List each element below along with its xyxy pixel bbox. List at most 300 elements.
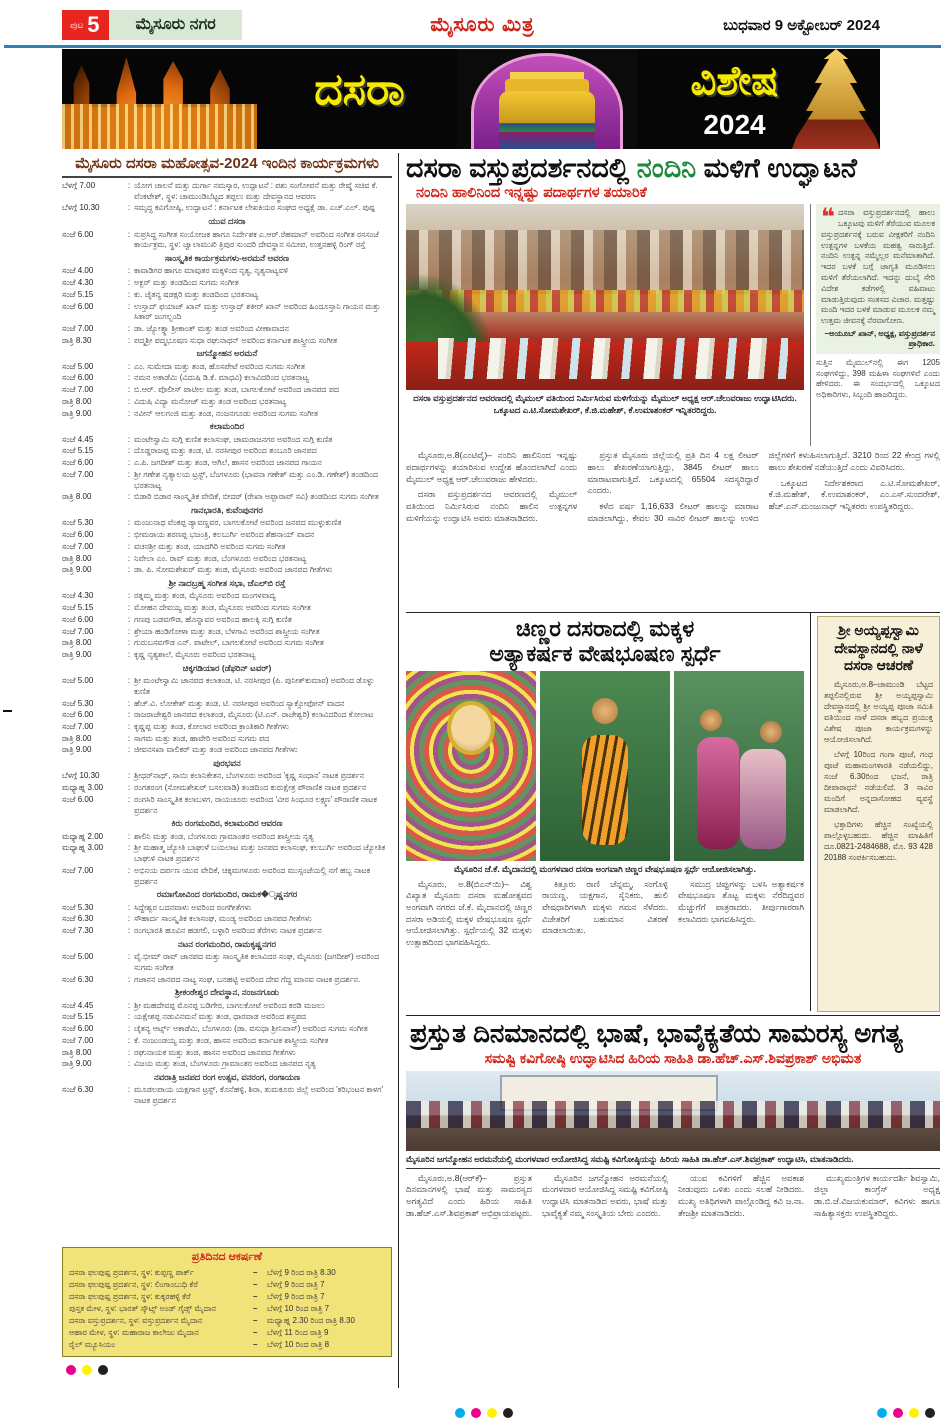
event-time: ಸಂಜೆ 6.00 xyxy=(62,794,94,804)
event-description: ಬಿ.ಆರ್. ಪೊಲೀಸ್ ಪಾಟೀಲ ಮತ್ತು ತಂಡ, ಬಾಗಲಕೋಟೆ ಅವರಿಂದ ಜಾನಪದ ಪದ xyxy=(134,385,339,395)
time-separator: : xyxy=(127,831,131,841)
time-separator: : xyxy=(127,1000,131,1010)
daily-attraction-row xyxy=(69,1291,385,1303)
time-separator: : xyxy=(127,266,131,276)
time-separator: : xyxy=(127,914,131,924)
schedule-row xyxy=(62,783,392,794)
daily-attractions-title: ಪ್ರತಿದಿನದ ಆಕರ್ಷಣೆ xyxy=(191,1251,263,1263)
event-time: ಸಂಜೆ 4.45 xyxy=(62,1000,94,1010)
article2-photo-strip xyxy=(406,671,804,861)
time-separator: : xyxy=(127,1024,131,1034)
daily-attractions-box xyxy=(62,1247,392,1357)
event-time: ರಾತ್ರಿ 8.00 xyxy=(62,396,92,406)
event-description: ಶ್ರೀಕಂಠೇಶ್ವರ ದೇವಸ್ಥಾನ, ನಂಜನಗೂಡು xyxy=(174,987,280,998)
event-description: ಜಗನ್ಮೋಹನ ಅರಮನೆ xyxy=(196,348,258,359)
attraction-place: ದಸರಾ ಫಲಪುಷ್ಪ ಪ್ರದರ್ಶನ, ಸ್ಥಳ: ಕುಪ್ಪಣ್ಣ ಪಾರ್ಕ್ xyxy=(69,1268,194,1277)
time-separator: : xyxy=(127,902,131,912)
dash-separator: – xyxy=(253,1340,258,1349)
schedule-row xyxy=(62,603,392,614)
event-time: ರಾತ್ರಿ 8.00 xyxy=(62,492,92,502)
print-color-marks-right xyxy=(877,1408,935,1418)
attraction-place: ದಸರಾ ವಸ್ತುಪ್ರದರ್ಶನ, ಸ್ಥಳ: ವಸ್ತುಪ್ರದರ್ಶನ ಮೈದಾನ xyxy=(69,1316,203,1325)
event-time: ಸಂಜೆ 7.00 xyxy=(62,323,94,333)
time-separator: : xyxy=(127,203,131,213)
article2-body xyxy=(406,879,804,1007)
middle-band xyxy=(406,612,940,1011)
yellow-dot xyxy=(909,1408,919,1418)
schedule-row xyxy=(62,492,392,503)
event-time: ಮಧ್ಯಾಹ್ನ 2.00 xyxy=(62,831,104,841)
time-separator: : xyxy=(127,1085,131,1095)
event-time: ರಾತ್ರಿ 9.00 xyxy=(62,745,92,755)
event-time: ರಾತ್ರಿ 8.00 xyxy=(62,1047,92,1057)
cyan-dot xyxy=(455,1408,465,1418)
time-separator: : xyxy=(127,553,131,563)
dash-separator: – xyxy=(253,1304,258,1313)
photo-children-costumes xyxy=(674,671,804,861)
event-description: ಸಾಗಮ ಮತ್ತು ತಂಡ, ಹಾವೇರಿ ಅವರಿಂದ ಸುಗಮ ಪದ xyxy=(134,733,270,743)
event-description: ಎಂ. ಸುಮೇದಾ ಮತ್ತು ತಂಡ, ಹೊಸಪೇಟೆ ಅವರಿಂದ ಸುಗಮ ಸಂಗೀತ xyxy=(134,361,305,371)
event-description: ನಿವೇಲಾ ಎಂ. ರಾವ್ ಮತ್ತು ತಂಡ, ಬೆಂಗಳೂರು ಅವರಿಂದ ಭರತನಾಟ್ಯ xyxy=(134,553,307,563)
event-time: ಸಂಜೆ 5.30 xyxy=(62,518,94,528)
daily-attraction-row xyxy=(69,1327,385,1339)
event-description: ಭೀಮರಾಯ ಶರಣಪ್ಪ ಭಜಂತ್ರಿ, ಕಲಬುರ್ಗಿ ಅವರಿಂದ ಶೆಹನಾಯ್ ವಾದನ xyxy=(134,530,315,540)
body-paragraph: ದಸರಾ ವಸ್ತುಪ್ರದರ್ಶನದ ಆವರಣದಲ್ಲಿ ಮೈಮುಲ್ ವತಿಯಿಂದ ನಿರ್ಮಿಸಿರುವ ನಂದಿನಿ ಹಾಲಿನ ಉತ್ಪನ್ನಗಳ ಮಳಿಗೆಯನ್ನು ಉದ್ಘಾಟಿಸಿ ಅವರು ಮಾತನಾಡಿದರು. xyxy=(406,489,578,523)
event-description: ಉಸ್ತಾದ್ ಫಯಾಜ್ ಖಾನ್ ಮತ್ತು ಉಸ್ತಾದ್ ಶಕೀರ್ ಖಾನ್ ಅವರಿಂದ ಹಿಂದೂಸ್ತಾನಿ ಗಾಯನ ಮತ್ತು ಸಿತಾರ್ ಜುಗಲ್ಬಂದಿ xyxy=(134,301,381,322)
event-description: ಸಿದ್ದೇಶ್ವರ ಬದನವಾಳು ಅವರಿಂದ ರಂಗಗೀತೆಗಳು xyxy=(134,902,252,912)
time-separator: : xyxy=(127,408,131,418)
banner-title-vishesha: ವಿಶೇಷ xyxy=(690,59,779,103)
banner-year: 2024 xyxy=(703,109,766,140)
black-dot xyxy=(503,1408,513,1418)
magenta-dot xyxy=(893,1408,903,1418)
event-time: ಸಂಜೆ 5.00 xyxy=(62,952,94,962)
event-description: ಅಕ್ಬರ್ ಮತ್ತು ತಂಡದಿಂದ ಸುಗಮ ಸಂಗೀತ xyxy=(134,278,239,288)
time-separator: : xyxy=(127,926,131,936)
schedule-row xyxy=(62,758,392,769)
banner-title-dasara: ದಸರಾ xyxy=(314,65,405,114)
headline-line2: ಅತ್ಯಾಕರ್ಷಕ ವೇಷಭೂಷಣ ಸ್ಪರ್ಧೆ xyxy=(489,641,721,667)
schedule-row xyxy=(62,1072,392,1083)
event-description: ರಂಗತರಂಗ (ಸೋಮಶೇಖರ್ ಬಸಲವಾಡಿ) ತಂಡದಿಂದ ಕುರುಕ್ಷೇತ್ರ ಪೌರಾಣಿಕ ನಾಟಕ ಪ್ರದರ್ಶನ xyxy=(134,783,367,793)
time-separator: : xyxy=(127,721,131,731)
schedule-row xyxy=(62,638,392,649)
schedule-row xyxy=(62,795,392,816)
event-description: ಸುಪ್ರಸಿದ್ಧ ಸಂಗೀತ ಸಂಯೋಜಕ ಹಾಗೂ ನಿರ್ದೇಶಕ ಎ.ಆರ್.ರೆಹಮಾನ್ ಅವರಿಂದ ಸಂಗೀತ ರಸಸಂಜೆ ಕಾರ್ಯಕ್ರಮ, ಸ್ಥಳ: ಜ್ವಾಲಾಮುಖಿ ತ್ರಿಪುರ ಸುಂದರಿ ದೇವಸ್ಥಾನ ಸಮೀಪ, ಉತ್ತನಹಳ್ಳಿ ರಿಂಗ್ ರಸ್ತೆ xyxy=(134,229,379,250)
child-head xyxy=(700,709,722,731)
daily-attraction-row xyxy=(69,1267,385,1279)
time-separator: : xyxy=(127,373,131,383)
article1-headline xyxy=(406,153,940,183)
schedule-row xyxy=(62,336,392,347)
body-paragraph: ಮೈಸೂರಿನ ಜಗನ್ಮೋಹನ ಅರಮನೆಯಲ್ಲಿ ಮಂಗಳವಾರ ಆಯೋಜಿಸಿದ್ದ ಸಮಷ್ಟಿ ಕವಿಗೋಷ್ಠಿ ಉದ್ಘಾಟಿಸಿ ಮಾತನಾಡಿದ ಅವರು, ಭಾಷೆ ಮತ್ತು ಭಾವೈಕ್ಯತೆ ನಮ್ಮ ಸಂಸ್ಕೃತಿಯ ಬೇರು ಎಂದರು. xyxy=(542,1172,668,1218)
photo-kavigoshti-stage xyxy=(406,1071,940,1151)
schedule-row xyxy=(62,203,392,214)
event-time: ಸಂಜೆ 7.00 xyxy=(62,541,94,551)
time-separator: : xyxy=(127,794,131,804)
event-description: ಸೌಹಾರ್ದ ಸಾಂಸ್ಕೃತಿಕ ಕಲಾಸಂಘ, ಮಂಡ್ಯ ಅವರಿಂದ ಜಾನಪದ ಗೀತೆಗಳು xyxy=(134,914,312,924)
deity-idol xyxy=(499,91,595,149)
schedule-row xyxy=(62,578,392,589)
schedule-row xyxy=(62,952,392,973)
event-time: ಸಂಜೆ 7.00 xyxy=(62,1035,94,1045)
time-separator: : xyxy=(127,458,131,468)
time-separator: : xyxy=(127,335,131,345)
event-time: ಸಂಜೆ 6.30 xyxy=(62,1085,94,1095)
event-time: ಸಂಜೆ 5.30 xyxy=(62,698,94,708)
daily-attraction-row xyxy=(69,1303,385,1315)
article3-headline: ಪ್ರಸ್ತುತ ದಿನಮಾನದಲ್ಲಿ ಭಾಷೆ, ಭಾವೈಕ್ಯತೆಯ ಸಾಮರಸ್ಯ ಅಗತ್ಯ xyxy=(410,1018,903,1048)
schedule-row xyxy=(62,385,392,396)
schedule-row xyxy=(62,409,392,420)
event-description: ರಂಗಭಾರತಿ ಹೂವಿನ ಹಡಗಲಿ, ಬಳ್ಳಾರಿ ಅವರಿಂದ ತೆರೆಗಳು ನಾಟಕ ಪ್ರದರ್ಶನ xyxy=(134,926,322,936)
event-time: ಸಂಜೆ 7.30 xyxy=(62,926,94,936)
event-description: ಗಾನಭಾರತಿ, ಕುವೆಂಪುನಗರ xyxy=(191,505,263,516)
time-separator: : xyxy=(127,446,131,456)
event-time: ಸಂಜೆ 4.30 xyxy=(62,591,94,601)
schedule-row xyxy=(62,1001,392,1012)
event-time: ಸಂಜೆ 6.00 xyxy=(62,373,94,383)
event-description: ಶ್ರೀ ಮಹದೇವಪ್ಪ ಮೊನಪ್ಪ ಬಡಿಗೇರ, ಬಾಗಲಕೋಟೆ ಅವರಿಂದ ಕರಡಿ ಮಜಲು xyxy=(134,1000,325,1010)
time-separator: : xyxy=(127,733,131,743)
event-time: ಸಂಜೆ 7.00 xyxy=(62,865,94,875)
dash-separator: – xyxy=(253,1328,258,1337)
event-description: ದೊಡ್ಡರಾಜಪ್ಪ ಮತ್ತು ತಂಡ, ಟಿ. ನರಸೀಪುರ ಅವರಿಂದ ತಂಬೂರಿ ಜಾನಪದ xyxy=(134,446,317,456)
event-time: ಸಂಜೆ 5.15 xyxy=(62,289,94,299)
time-separator: : xyxy=(127,181,131,190)
schedule-row xyxy=(62,818,392,829)
event-time: ಸಂಜೆ 6.00 xyxy=(62,458,94,468)
pull-quote-box xyxy=(816,204,940,354)
time-separator: : xyxy=(127,385,131,395)
event-time: ಸಂಜೆ 6.00 xyxy=(62,710,94,720)
event-time: ಸಂಜೆ 5.00 xyxy=(62,676,94,686)
temple-notice-column xyxy=(810,613,940,1011)
stage-dignitaries xyxy=(406,1101,940,1128)
daily-attractions-list xyxy=(69,1267,385,1351)
photo-products xyxy=(438,338,788,379)
time-separator: : xyxy=(127,745,131,755)
body-paragraph: ಮೈಸೂರು, ಅ.8(ಬಿಎನ್‌ಯಿ)– ವಿಶ್ವ ವಿಖ್ಯಾತ ಮೈಸೂರು ದಸರಾ ಮಹೋತ್ಸವದ ಅಂಗವಾಗಿ ನಗರದ ಜೆ.ಕೆ. ಮೈದಾನದಲ್ಲಿ ಚಿಣ್ಣರ ದಸರಾ ಅಡಿಯಲ್ಲಿ ಮಕ್ಕಳ ವೇಷಭೂಷಣ ಸ್ಪರ್ಧೆ ಆಯೋಜಿಸಲಾಗಿತ್ತು. ಸ್ಪರ್ಧೆಯಲ್ಲಿ 32 ಮಕ್ಕಳು ಉತ್ಸಾಹದಿಂದ ಭಾಗವಹಿಸಿದ್ದರು. xyxy=(406,878,532,948)
masthead-rule xyxy=(4,45,941,48)
page-label: ಪುಟ xyxy=(70,19,84,30)
photo-child-tiger-costume xyxy=(540,671,670,861)
event-description: ಮೋಹನ ದೇವಯ್ಯ ಮತ್ತು ತಂಡ, ಮೈಸೂರು ಅವರಿಂದ ಸುಗಮ ಸಂಗೀತ xyxy=(134,603,311,613)
event-time: ಸಂಜೆ 6.30 xyxy=(62,974,94,984)
article3-subhead: ಸಮಷ್ಟಿ ಕವಿಗೋಷ್ಠಿ ಉದ್ಘಾಟಿಸಿದ ಹಿರಿಯ ಸಾಹಿತಿ ಡಾ.ಹೆಚ್.ಎಸ್.ಶಿವಪ್ರಕಾಶ್ ಅಭಿಮತ xyxy=(484,1049,862,1066)
schedule-row xyxy=(62,181,392,202)
time-separator: : xyxy=(127,626,131,636)
time-separator: : xyxy=(127,771,131,781)
event-time: ಸಂಜೆ 7.00 xyxy=(62,469,94,479)
attraction-time: ಬೆಳಗ್ಗೆ 11 ರಿಂದ ರಾತ್ರಿ 9 xyxy=(267,1328,329,1337)
time-separator: : xyxy=(127,289,131,299)
event-time: ಸಂಜೆ 4.45 xyxy=(62,434,94,444)
event-time: ಬೆಳಗ್ಗೆ 10.30 xyxy=(62,203,100,213)
event-description: ಡಾ. ಜ್ಯೋತ್ಸ್ನಾ ಶ್ರೀಕಾಂತ್ ಮತ್ತು ತಂಡ ಅವರಿಂದ ವೀಣಾವಾದನ xyxy=(134,323,289,333)
time-separator: : xyxy=(127,865,131,875)
article3-body xyxy=(406,1173,940,1331)
event-description: ವಿಜಯ ಮತ್ತು ತಂಡ, ಬೆಂಗಳೂರು ಗ್ರಾಮಾಂತರ ಅವರಿಂದ ಜಾನಪದ ನೃತ್ಯ xyxy=(134,1059,316,1069)
event-description: ಎ.ಪಿ. ಜಗದೀಶ್ ಮತ್ತು ತಂಡ, ಆಗಿಲೆ, ಹಾಸನ ಅವರಿಂದ ಜಾನಪದ ಗಾಯನ xyxy=(134,458,322,468)
body-paragraph: ಮೈಸೂರು,ಅ.8–ಚಾಮುಂಡಿ ಬೆಟ್ಟದ ತಪ್ಪಲಿನಲ್ಲಿರುವ ಶ್ರೀ ಅಯ್ಯಪ್ಪಸ್ವಾಮಿ ದೇವಸ್ಥಾನದಲ್ಲಿ ಶ್ರೀ ಅಯ್ಯಪ್ಪ ಪೂಜಾ ಸಮಿತಿ ವತಿಯಿಂದ ನಾಳೆ ದಸರಾ ಹಬ್ಬದ ಪ್ರಯುಕ್ತ ವಿಶೇಷ ಪೂಜಾ ಕಾರ್ಯಕ್ರಮಗಳನ್ನು ಆಯೋಜಿಸಲಾಗಿದೆ. xyxy=(824,679,933,744)
event-description: ಯುವ ದಸರಾ xyxy=(208,216,246,227)
event-time: ಸಂಜೆ 5.15 xyxy=(62,446,94,456)
event-time: ಬೆಳಗ್ಗೆ 7.00 xyxy=(62,181,96,190)
masthead xyxy=(62,8,880,42)
event-description: ರಾಜರಾಜೇಶ್ವರಿ ಜಾನಪದ ಕಲಾತಂಡ, ಮೈಸೂರು (ಟಿ.ಎನ್. ರಾಜೇಶ್ವರಿ) ಕಲಾವಿದರಿಂದ ಕೋಲಾಟ xyxy=(134,710,374,720)
event-time: ಸಂಜೆ 5.30 xyxy=(62,902,94,912)
schedule-row xyxy=(62,615,392,626)
issue-date: ಬುಧವಾರ 9 ಅಕ್ಟೋಬರ್ 2024 xyxy=(723,16,880,34)
time-separator: : xyxy=(127,323,131,333)
schedule-row xyxy=(62,745,392,756)
event-time: ಸಂಜೆ 6.00 xyxy=(62,530,94,540)
event-description: ಕೆ. ನಂಜುಂಡಯ್ಯ ಮತ್ತು ತಂಡ, ಹಾಸನ ಅವರಿಂದ ಕರ್ನಾಟಕ ಶಾಸ್ತ್ರೀಯ ಸಂಗೀತ xyxy=(134,1035,329,1045)
article1-body xyxy=(406,450,940,602)
schedule-row xyxy=(62,903,392,914)
section-name: ಮೈಸೂರು ನಗರ xyxy=(109,10,241,40)
article1-figure xyxy=(406,204,804,446)
time-separator: : xyxy=(127,1047,131,1057)
event-time: ಸಂಜೆ 6.00 xyxy=(62,229,94,239)
schedule-row xyxy=(62,397,392,408)
schedule-row xyxy=(62,446,392,457)
registration-mark xyxy=(3,710,12,712)
schedule-row xyxy=(62,926,392,937)
temple-headline: ಶ್ರೀ ಅಯ್ಯಪ್ಪಸ್ವಾಮಿ ದೇವಸ್ಥಾನದಲ್ಲಿ ನಾಳೆ ದಸರಾ ಆಚರಣೆ xyxy=(834,622,923,673)
event-time: ಸಂಜೆ 4.30 xyxy=(62,278,94,288)
article-poets-meet xyxy=(406,1015,940,1388)
body-paragraph: ಒಕ್ಕೂಟದ ನಿರ್ದೇಶಕರಾದ ಎ.ಟಿ.ಸೋಮಶೇಖರ್, ಕೆ.ಜಿ.ಮಹೇಶ್, ಕೆ.ಉಮಾಶಂಕರ್, ಎಂ.ಎಸ್.ಸುಂದರೇಶ್, ಹೆಚ್.ಎನ್.ಮಂಜುನಾಥ್ ಇನ್ನಿತರರು ಉಪಸ್ಥಿತರಿದ್ದರು. xyxy=(768,477,940,512)
time-separator: : xyxy=(127,396,131,406)
time-separator: : xyxy=(127,278,131,288)
time-separator: : xyxy=(127,301,131,311)
article3-caption: ಮೈಸೂರಿನ ಜಗನ್ಮೋಹನ ಅರಮನೆಯಲ್ಲಿ ಮಂಗಳವಾರ ಆಯೋಜಿಸಿದ್ದ ಸಮಷ್ಟಿ ಕವಿಗೋಷ್ಠಿಯನ್ನು ಹಿರಿಯ ಸಾಹಿತಿ ಡಾ.ಹೆಚ್.ಎಸ್.ಶಿವಪ್ರಕಾಶ್ ಉದ್ಘಾಟಿಸಿ, ಮಾತನಾಡಿದರು. xyxy=(406,1154,940,1169)
time-separator: : xyxy=(127,843,131,853)
attraction-place: ಪುಸ್ತಕ ಮೇಳ, ಸ್ಥಳ: ಭಾರತ್ ಸ್ಕೌಟ್ಸ್ ಅಂಡ್ ಗೈಡ್ಸ್ ಮೈದಾನ xyxy=(69,1304,217,1313)
time-separator: : xyxy=(127,434,131,444)
daily-attraction-row xyxy=(69,1279,385,1291)
temple-notice-box xyxy=(817,616,940,1012)
event-description: ಸಾಂಸ್ಕೃತಿಕ ಕಾರ್ಯಕ್ರಮಗಳು-ಅರಮನೆ ಆವರಣ xyxy=(164,252,290,263)
magenta-dot xyxy=(66,1365,76,1375)
schedule-row xyxy=(62,734,392,745)
article2-headline xyxy=(406,616,804,667)
event-description: ಡಾ. ಪಿ. ಸೋಮಶೇಖರ್ ಮತ್ತು ತಂಡ, ಮೈಸೂರು ಅವರಿಂದ ಜಾನಪದ ಗೀತೆಗಳು xyxy=(134,565,333,575)
schedule-row xyxy=(62,771,392,782)
event-time: ಸಂಜೆ 5.15 xyxy=(62,603,94,613)
event-time: ಸಂಜೆ 5.00 xyxy=(62,361,94,371)
schedule-row xyxy=(62,832,392,843)
schedule-row xyxy=(62,324,392,335)
event-description: ಯೋಗ ಚಾಲನೆ ಮತ್ತು ದುರ್ಗಾ ನಮಸ್ಕಾರ, ಉದ್ಘಾಟನೆ : ಪಶು ಸಂಗೋಪನೆ ಮತ್ತು ರೇಷ್ಮೆ ಸಚಿವ ಕೆ. ವೆಂಕಟೇಶ್, ಸ್ಥಳ: ಚಾಮುಂಡಿಬೆಟ್ಟದ ತಪ್ಪಲು ಮತ್ತು ದೇವಸ್ಥಾನದ ಆವರಣ xyxy=(134,181,378,201)
schedule-row xyxy=(62,1085,392,1106)
child-head xyxy=(592,698,618,724)
event-description: ರಮಾಗೋವಿಂದ ರಂಗಮಂದಿರ, ರಾಮಕ�ೃಷ್ಣನಗರ xyxy=(156,889,298,900)
event-time: ಸಂಜೆ 7.00 xyxy=(62,385,94,395)
article-children-costume-contest xyxy=(406,613,804,1011)
schedule-row xyxy=(62,939,392,950)
event-description: ರಘುನಾಯಕ ಮತ್ತು ತಂಡ, ಹಾಸನ ಅವರಿಂದ ಜಾನಪದ ಗೀತೆಗಳು xyxy=(134,1047,296,1057)
time-separator: : xyxy=(127,591,131,601)
event-description: ಪುರಭವನ xyxy=(213,758,241,769)
schedule-row xyxy=(62,230,392,251)
schedule-column xyxy=(62,153,392,1388)
schedule-row xyxy=(62,914,392,925)
event-description: ನಟನ ರಂಗಮಂದಿರ, ರಾಮಕೃಷ್ಣನಗರ xyxy=(178,938,276,949)
newspaper-name: ಮೈಸೂರು ಮಿತ್ರ xyxy=(430,13,535,36)
schedule-row xyxy=(62,889,392,900)
event-description: ಮಂಟೇಸ್ವಾಮಿ ಸುಗ್ಗಿ ಕುಣಿತ ಕಲಾಸಂಘ, ಚಾಮರಾಜನಗರ ಅವರಿಂದ ಸುಗ್ಗಿ ಕುಣಿತ xyxy=(134,434,333,444)
child-costume-1 xyxy=(697,737,739,849)
event-description: ಕಲಾಮಂದಿರ xyxy=(209,421,245,432)
event-description: ನಮನ ಅಕಾಡೆಮಿ (ವಿದುಷಿ ಡಿ.ಕೆ. ಮಾಧವಿ) ಕಲಾವಿದರಿಂದ ಭರತನಾಟ್ಯ xyxy=(134,373,309,383)
attraction-time: ಬೆಳಗ್ಗೆ 10 ರಿಂದ ರಾತ್ರಿ 7 xyxy=(267,1304,330,1313)
event-description: ಬಿಡಾರಿ ಬಿಡಾರ ಸಾಂಸ್ಕೃತಿಕ ವೇದಿಕೆ, ಬೀದರ್ (ರೇಖಾ ಅಪ್ಪಾರಾವ್ ಸವಿ) ತಂಡದಿಂದ ಸುಗಮ ಸಂಗೀತ xyxy=(134,492,379,502)
event-description: ಚಿಕ್ಕಗಡಿಯಾರ (ಡೆಫರಿನ್ ಟವರ್) xyxy=(182,662,272,673)
attraction-place: ದಸರಾ ಫಲಪುಷ್ಪ ಪ್ರದರ್ಶನ, ಸ್ಥಳ: ಲಿಂಗಾಂಬುಧಿ ಕೆರೆ xyxy=(69,1280,198,1289)
article1-right-note: ಸುತ್ತಿನ ಮೈಮುಲ್‌ನಲ್ಲಿ ಈಗ 1205 ಸಂಘಗಳಿದ್ದು, 398 ಮಹಿಳಾ ಸಂಘಗಳಿವೆ ಎಂದು ಹೇಳಿದರು. ಈ ಸಂದರ್ಭದಲ್ಲಿ ಒಕ್ಕೂಟದ ಅಧಿಕಾರಿಗಳು, ಸಿಬ್ಬಂದಿ ಹಾಜರಿದ್ದರು. xyxy=(816,357,940,400)
body-paragraph: ಕಳೆದ ವರ್ಷ 1,16,633 ಲೀಟರ್ ಹಾಲನ್ನು ಮಾರಾಟ ಮಾಡಲಾಗಿದ್ದು, ಕೇವಲ 30 ಸಾವಿರ ಲೀಟರ್ ಹಾಲನ್ನು ಉಳಿದ ಜಿಲ್ಲೆಗಳಿಗೆ ಕಳುಹಿಸಲಾಗುತ್ತಿದೆ. 3210 ರಿಂದ 22 ಕೇಂದ್ರ ಗಳಲ್ಲಿ ಹಾಲು ಶೇಖರಣೆ ನಡೆಯುತ್ತಿದೆ ಎಂದು ವಿವರಿಸಿದರು. xyxy=(587,450,940,523)
headline-line1: ಚಿಣ್ಣರ ದಸರಾದಲ್ಲಿ ಮಕ್ಕಳ xyxy=(515,616,695,641)
event-time: ರಾತ್ರಿ 9.00 xyxy=(62,565,92,575)
schedule-row xyxy=(62,722,392,733)
schedule-title: ಮೈಸೂರು ದಸರಾ ಮಹೋತ್ಸವ-2024 ಇಂದಿನ ಕಾರ್ಯಕ್ರಮಗಳು xyxy=(62,153,392,178)
time-separator: : xyxy=(127,492,131,502)
event-description: ಕಿರು ರಂಗಮಂದಿರ, ಕಲಾಮಂದಿರ ಆವರಣ xyxy=(171,818,283,829)
schedule-row xyxy=(62,362,392,373)
daily-attraction-row xyxy=(69,1315,385,1327)
schedule-row xyxy=(62,627,392,638)
time-separator: : xyxy=(127,638,131,648)
event-description: ವೈ.ಭೀಮ್ ರಾವ್ ಜಾನಪದ ಮತ್ತು ಸಾಂಸ್ಕೃತಿಕ ಕಲಾವಿದರ ಸಂಘ, ಮೈಸೂರು (ಜಗದೀಶ್) ಅವರಿಂದ ಸುಗಮ ಸಂಗೀತ xyxy=(134,952,380,972)
article-nandini-stall xyxy=(406,153,940,608)
time-separator: : xyxy=(127,469,131,479)
body-paragraph: ಮೈಸೂರು,ಅ.8(ಆರ್‌ಕೆ)– ಪ್ರಸ್ತುತ ದಿನಮಾನಗಳಲ್ಲಿ ಭಾಷೆ ಮತ್ತು ಸಾಮರಸ್ಯದ ಅಗತ್ಯವಿದೆ ಎಂದು ಹಿರಿಯ ಸಾಹಿತಿ ಡಾ.ಹೆಚ್.ಎಸ್.ಶಿವಪ್ರಕಾಶ್ ಅಭಿಪ್ರಾಯಪಟ್ಟರು. xyxy=(406,1172,532,1218)
quote-text: ದಸರಾ ವಸ್ತುಪ್ರದರ್ಶನದಲ್ಲಿ ಹಾಲು ಒಕ್ಕೂಟವು ಮಳಿಗೆ ತೆರೆಯುವ ಮೂಲಕ ವಸ್ತುಪ್ರದರ್ಶನಕ್ಕೆ ಬರುವ ವೀಕ್ಷಕರಿಗೆ ನಂದಿನಿ ಉತ್ಪನ್ನಗಳ ಬಳಕೆಯ ಮಹತ್ವ ಸಾರುತ್ತಿದೆ. ನಂದಿನಿ ಉತ್ಪನ್ನ ನಮ್ಮೆಲ್ಲರ ಮನೆಮಾತಾಗಿದೆ. ಇದರ ಬಳಕೆ ಬಗ್ಗೆ ಜಾಗೃತಿ ಮೂಡಿಸಲು ಮಳಿಗೆ ತೆರೆಯಲಾಗಿದೆ. ಇದನ್ನು ದುಬೈ ಸೇರಿ ವಿದೇಶ ಕಡೆಗಳಲ್ಲಿ ವಹಿವಾಟು ಮಾಡುತ್ತಿರುವುದು ಸಂತಸದ ವಿಚಾರ. ಮತ್ತಷ್ಟು ಮಂದಿ ಇದರ ಬಳಕೆ ಮಾಡುವ ಮೂಲಕ ನಮ್ಮ ಉತ್ತಮ ಜೀವನಕ್ಕೆ ನೆರವಾಗೋಣ. xyxy=(821,208,935,326)
daily-attraction-row xyxy=(69,1339,385,1351)
time-separator: : xyxy=(127,676,131,686)
time-separator: : xyxy=(127,974,131,984)
attraction-time: ಮಧ್ಯಾಹ್ನ 2.30 ರಿಂದ ರಾತ್ರಿ 8.30 xyxy=(267,1316,355,1325)
time-separator: : xyxy=(127,603,131,613)
event-description: ಕೃಷ್ಣ ನೃತ್ಯಶಾಲೆ, ಮೈಸೂರು ಅವರಿಂದ ಭರತನಾಟ್ಯ xyxy=(134,649,256,659)
magenta-dot xyxy=(471,1408,481,1418)
event-description: ಶ್ರೀ ಗಣೇಶ ನೃತ್ಯಾಲಯ ಟ್ರಸ್ಟ್, ಬೆಂಗಳೂರು (ಭಾವನಾ ಗಣೇಶ್ ಮತ್ತು ಎಂ.ಡಿ. ಗಣೇಶ್) ತಂಡದಿಂದ ಭರತನಾಟ್ಯ xyxy=(134,469,378,490)
schedule-row xyxy=(62,253,392,264)
event-description: ಹೆಚ್.ವಿ. ಲೋಕೇಶ್ ಮತ್ತು ತಂಡ, ಟಿ. ನರಸೀಪುರ ಅವರಿಂದ ಸ್ಯಾಕ್ಸೋಫೋನ್ ವಾದನ xyxy=(134,698,345,708)
photo-nandini-stall-inauguration xyxy=(406,204,804,390)
event-description: ಮಂಜುನಾಥ ವೆಂಕಪ್ಪ ಡ್ಯಾವಣ್ಣವರ, ಬಾಗಲಕೋಟೆ ಅವರಿಂದ ಜನಪದ ಮುಳ್ಳುಕುಣಿತ xyxy=(134,518,342,528)
event-time: ಸಂಜೆ 4.00 xyxy=(62,266,94,276)
event-description: ಚೈತನ್ಯ ಆರ್ಟ್ಸ್ ಅಕಾಡೆಮಿ, ಬೆಂಗಳೂರು (ಡಾ. ವಸುಧಾ ಶ್ರೀನಿವಾಸ್) ಅವರಿಂದ ಸುಗಮ ಸಂಗೀತ xyxy=(134,1024,368,1034)
dash-separator: – xyxy=(253,1292,258,1301)
event-description: ಶ್ರೀ ಮಹಾತ್ಮ ಜ್ಯೋತಿ ಬಾಘುಳೆ ಬಯಲಾಟ ಮತ್ತು ಜನಪದ ಕಲಾಸಂಘ, ಕಲಬುರ್ಗಿ ಅವರಿಂದ ಜ್ಯೋತಿಕ ಬಾಘುಳಿ ನಾಟಕ ಪ್ರದರ್ಶನ xyxy=(134,843,386,864)
schedule-row xyxy=(62,348,392,359)
event-time: ಮಧ್ಯಾಹ್ನ 3.00 xyxy=(62,783,104,793)
time-separator: : xyxy=(127,783,131,793)
event-time: ಸಂಜೆ 7.00 xyxy=(62,721,94,731)
event-description: ಗುರುಬಸವಗೌಡ ಎನ್. ಪಾಟೇಲ್, ಬಾಗಲಕೋಟೆ ಅವರಿಂದ ಸುಗಮ ಸಂಗೀತ xyxy=(134,638,324,648)
schedule-row xyxy=(62,266,392,277)
attraction-time: ಬೆಳಗ್ಗೆ 9 ರಿಂದ ರಾತ್ರಿ 8.30 xyxy=(267,1268,336,1277)
dash-separator: – xyxy=(253,1280,258,1289)
photo-decorated-idol xyxy=(406,671,536,861)
article1-subhead: ನಂದಿನಿ ಹಾಲಿನಿಂದ ಇನ್ನಷ್ಟು ಪದಾರ್ಥಗಳ ತಯಾರಿಕೆ xyxy=(416,185,647,202)
event-description: ಕು. ಚೈತನ್ಯ ಷಡಕ್ಷರಿ ಮತ್ತು ತಂಡದಿಂದ ಭರತನಾಟ್ಯ xyxy=(134,289,259,299)
time-separator: : xyxy=(127,649,131,659)
cyan-dot xyxy=(877,1408,887,1418)
schedule-row xyxy=(62,458,392,469)
article1-media-row xyxy=(406,204,940,446)
attraction-place: ಆಹಾರ ಮೇಳ, ಸ್ಥಳ: ಮಹಾರಾಜ ಕಾಲೇಜು ಮೈದಾನ xyxy=(69,1328,199,1337)
attraction-time: ಬೆಳಗ್ಗೆ 9 ರಿಂದ ರಾತ್ರಿ 7 xyxy=(267,1280,325,1289)
time-separator: : xyxy=(127,541,131,551)
event-description: ಜೀವನಸಖಾ ವಾಲಿಕರ್ ಮತ್ತು ತಂಡ ಅವರಿಂದ ಜಾನಪದ ಗೀತೆಗಳು xyxy=(134,745,298,755)
temple-body xyxy=(824,679,933,864)
schedule-row xyxy=(62,530,392,541)
dasara-special-banner xyxy=(62,49,880,149)
headline-green-word: ನಂದಿನಿ xyxy=(636,153,697,183)
event-description: ಕೃಷ್ಣಪ್ಪ ಮತ್ತು ತಂಡ, ಕೋಲಾರ ಅವರಿಂದ ಕ್ರಾಂತಿಕಾರಿ ಗೀತೆಗಳು xyxy=(134,721,289,731)
time-separator: : xyxy=(127,1035,131,1045)
schedule-list xyxy=(62,181,392,1243)
event-time: ಸಂಜೆ 5.15 xyxy=(62,1012,94,1022)
child-costume-2 xyxy=(740,749,786,849)
event-description: ಶ್ರೀ ಮಂಟೇಸ್ವಾಮಿ ಜಾನಪದ ಕಲಾತಂಡ, ಟಿ. ನರಸೀಪುರ (ಪಿ. ಪುನೀತ್‌ಕುಮಾರ) ಅವರಿಂದ ಡೊಳ್ಳು ಕುಣಿತ xyxy=(134,676,375,696)
event-description: ಕಾವಾಡಿಗರ ಹಾಗೂ ಮಾವುತರ ಮಕ್ಕಳಿಂದ ನೃತ್ಯ, ನೃತ್ಯನಾಟ್ಯವಳಿ xyxy=(134,266,289,276)
event-time: ರಾತ್ರಿ 8.00 xyxy=(62,733,92,743)
schedule-row xyxy=(62,710,392,721)
event-description: ರತ್ನಮ್ಮ ಮತ್ತು ತಂಡ, ಮೈಸೂರು ಅವರಿಂದ ಮಂಗಳವಾದ್ಯ xyxy=(134,591,276,601)
schedule-row xyxy=(62,1059,392,1070)
attraction-time: ಬೆಳಗ್ಗೆ 9 ರಿಂದ ರಾತ್ರಿ 7 xyxy=(267,1292,325,1301)
child-head xyxy=(760,721,782,743)
yellow-dot xyxy=(82,1365,92,1375)
event-description: ಗಜಾನನ ಜಾನಪದ ನಾಟ್ಯ ಸಂಘ, ಬನಹಟ್ಟಿ ಅವರಿಂದ ದೇವ ಗೆದ್ದ ಮಾನವ ನಾಟಕ ಪ್ರದರ್ಶನ. xyxy=(134,974,361,984)
time-separator: : xyxy=(127,1012,131,1022)
body-paragraph: ಮೈಸೂರು,ಅ.8(ಎಂಟಿವೈ)– ನಂದಿನಿ ಹಾಲಿನಿಂದ ಇನ್ನಷ್ಟು ಪದಾರ್ಥಗಳನ್ನು ತಯಾರಿಸುವ ಉದ್ದೇಶ ಹೊಂದಲಾಗಿದೆ ಎಂದು ಮೈಮುಲ್ ಅಧ್ಯಕ್ಷ ಆರ್.ಚೆಲುವರಾಜು ಹೇಳಿದರು. xyxy=(406,450,578,484)
yellow-dot xyxy=(487,1408,497,1418)
attraction-time: ಬೆಳಗ್ಗೆ 10 ರಿಂದ ರಾತ್ರಿ 8 xyxy=(267,1340,330,1349)
body-paragraph: ಕಿತ್ತೂರು ರಾಣಿ ಚೆನ್ನಮ್ಮ, ಸಂಗೊಳ್ಳಿ ರಾಯಣ್ಣ, ಯಕ್ಷಗಾನ, ಸೈನಿಕರು, ಹುಲಿ ವೇಷಧಾರಿಗಳಾಗಿ ಮಕ್ಕಳು ಗಮನ ಸೆಳೆದರು. ವಿಜೇತರಿಗೆ ಬಹುಮಾನ ವಿತರಣೆ ಮಾಡಲಾಯಿತು. xyxy=(542,878,668,936)
body-paragraph: ಪ್ರಸ್ತುತ ಮೈಸೂರು ಜಿಲ್ಲೆಯಲ್ಲಿ ಪ್ರತಿ ದಿನ 4 ಲಕ್ಷ ಲೀಟರ್ ಹಾಲು ಶೇಖರಣೆಯಾಗುತ್ತಿದ್ದು, 3845 ಲೀಟರ್ ಹಾಲು ಮಾರಾಟವಾಗುತ್ತಿದೆ. ಒಕ್ಕೂಟದಲ್ಲಿ 65504 ಸದಸ್ಯರಿದ್ದಾರೆ ಎಂದರು. xyxy=(587,450,759,496)
article2-caption: ಮೈಸೂರಿನ ಜೆ.ಕೆ. ಮೈದಾನದಲ್ಲಿ ಮಂಗಳವಾರ ದಸರಾ ಅಂಗವಾಗಿ ಚಿಣ್ಣರ ವೇಷಭೂಷಣ ಸ್ಪರ್ಧೆ ಆಯೋಜಿಸಲಾಗಿತ್ತು. xyxy=(453,863,757,874)
schedule-row xyxy=(62,216,392,227)
schedule-row xyxy=(62,565,392,576)
tiger-costume xyxy=(582,735,628,845)
time-separator: : xyxy=(127,530,131,540)
time-separator: : xyxy=(127,698,131,708)
body-paragraph: ಬೆಳಗ್ಗೆ 10ರಿಂದ ಗಂಗಾ ಪೂಜೆ, ಗಂಧ ಪೂಜೆ ಮಹಾಮಂಗಳಾರತಿ ನಡೆಯಲಿದ್ದು, ಸಂಜೆ 6.30ರಿಂದ ಭಜನೆ, ರಾತ್ರಿ ದೀಪಾರಾಧನೆ ನಡೆಯಲಿದೆ. 3 ಸಾವಿರ ಮಂದಿಗೆ ಅನ್ನದಾಸೋಹದ ವ್ಯವಸ್ಥೆ ಮಾಡಲಾಗಿದೆ. xyxy=(824,749,933,814)
event-description: ಪದ್ಮಶ್ರೀ ಪದ್ಮಭೂಷಣ ಸುಧಾ ರಘುನಾಥನ್ ಅವರಿಂದ ಕರ್ನಾಟಕ ಶಾಸ್ತ್ರೀಯ ಸಂಗೀತ xyxy=(134,335,338,345)
event-time: ರಾತ್ರಿ 9.00 xyxy=(62,408,92,418)
black-dot xyxy=(98,1365,108,1375)
schedule-row xyxy=(62,302,392,323)
schedule-row xyxy=(62,1024,392,1035)
event-time: ರಾತ್ರಿ 8.00 xyxy=(62,638,92,648)
schedule-row xyxy=(62,542,392,553)
schedule-row xyxy=(62,843,392,864)
body-paragraph: ಭಕ್ತಾದಿಗಳು ಹೆಚ್ಚಿನ ಸಂಖ್ಯೆಯಲ್ಲಿ ಪಾಲ್ಗೊಳ್ಳಬಹುದು. ಹೆಚ್ಚಿನ ಮಾಹಿತಿಗೆ ದೂ.0821-2484688, ಮೊ. 93 428 20188 ಸಂಪರ್ಕಿಸಬಹುದು. xyxy=(824,819,933,862)
schedule-row xyxy=(62,373,392,384)
schedule-row xyxy=(62,987,392,998)
event-time: ಸಂಜೆ 6.00 xyxy=(62,301,94,311)
time-separator: : xyxy=(127,1059,131,1069)
event-time: ರಾತ್ರಿ 8.30 xyxy=(62,335,92,345)
attraction-place: ದಸರಾ ಫಲಪುಷ್ಪ ಪ್ರದರ್ಶನ, ಸ್ಥಳ: ಕುಕ್ಕರಹಳ್ಳಿ ಕೆರೆ xyxy=(69,1292,191,1301)
